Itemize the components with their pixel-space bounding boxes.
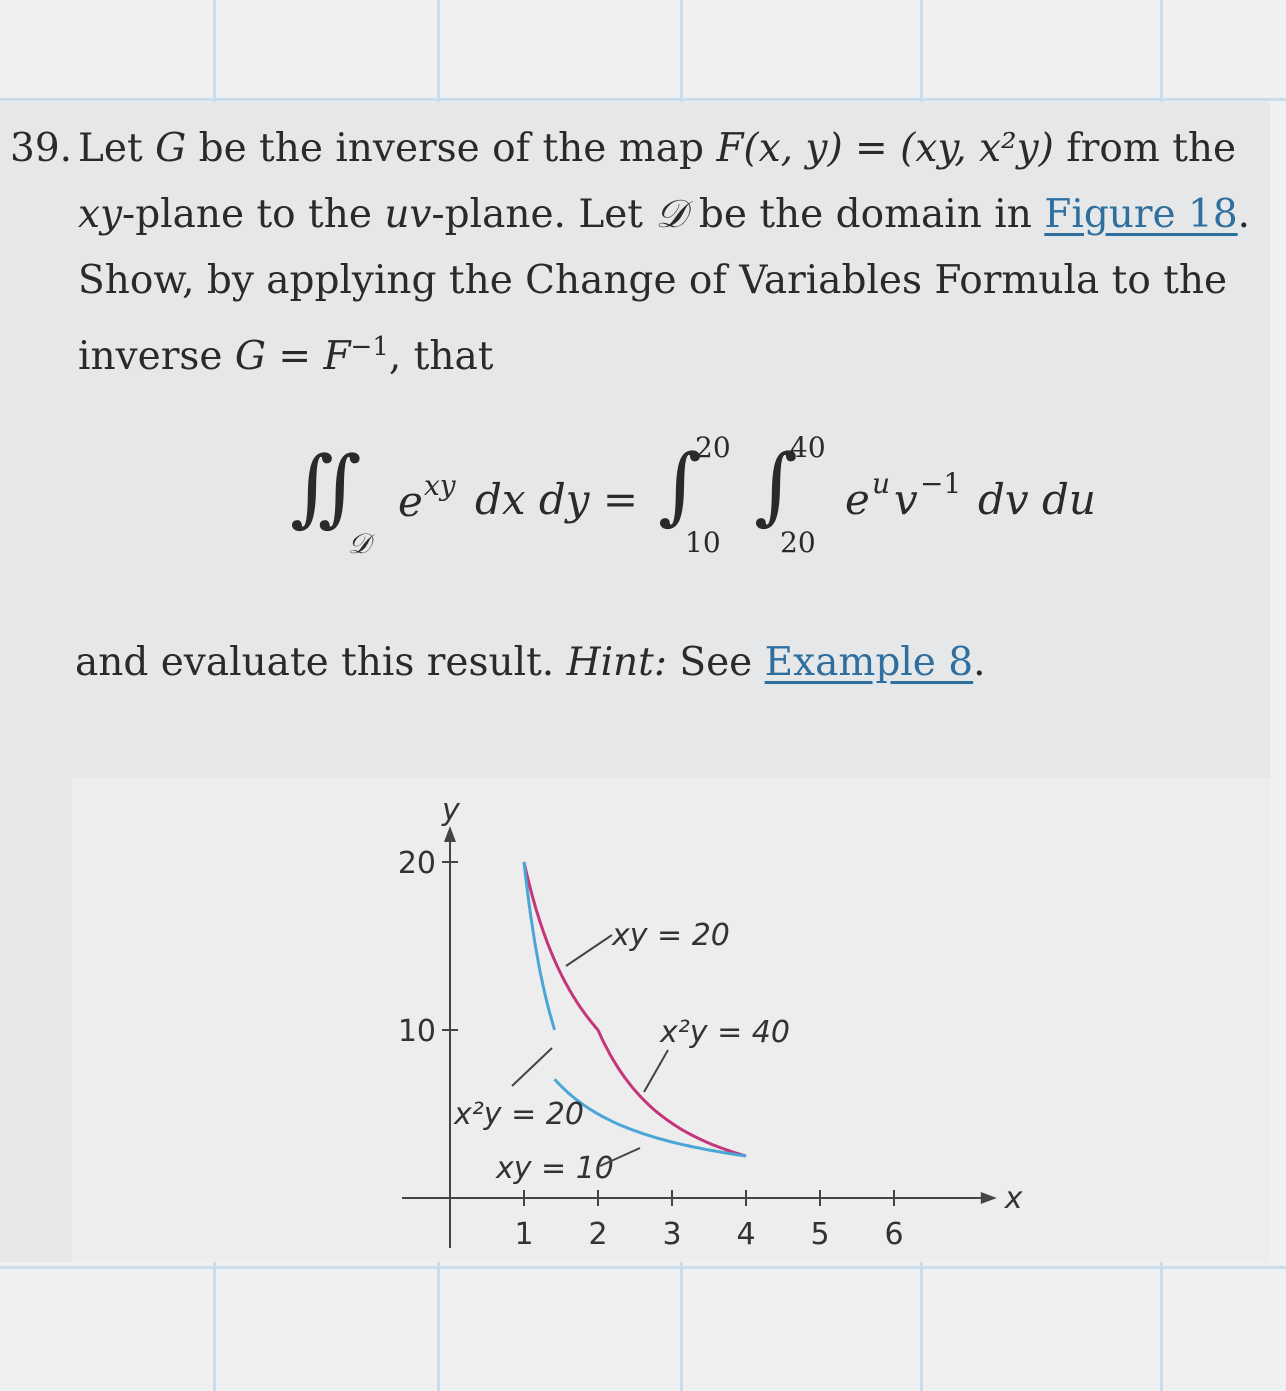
label-xy-20: xy = 20 — [612, 918, 730, 953]
integral-sign: ∫ — [658, 436, 702, 534]
annotations — [453, 918, 790, 1186]
ticks — [398, 846, 904, 1252]
integral-domain: 𝒟 — [348, 527, 371, 560]
math-sup: −1 — [350, 332, 389, 362]
text: . — [1237, 192, 1251, 237]
math-inverse: G = F — [234, 334, 351, 379]
text: -plane to the — [122, 192, 385, 237]
rhs-differential: dv du — [978, 475, 1096, 524]
text: -plane. Let — [431, 192, 656, 237]
label-xy-10: xy = 10 — [496, 1151, 614, 1186]
text: inverse — [78, 334, 235, 379]
integral-upper-limit: 40 — [790, 431, 826, 464]
text: , that — [388, 334, 494, 379]
problem-number: 39. — [10, 126, 73, 171]
math-v: v — [894, 475, 918, 524]
text: See — [666, 640, 765, 685]
integral-lower-limit: 10 — [685, 526, 721, 559]
x-axis-label: x — [1004, 1181, 1023, 1216]
text: Let — [78, 126, 156, 171]
y-axis-label: y — [442, 793, 460, 828]
label-x2y-40: x²y = 40 — [660, 1015, 790, 1050]
math-G: G — [155, 126, 187, 171]
x-tick-label: 1 — [514, 1217, 534, 1252]
x-tick-label: 4 — [736, 1217, 756, 1252]
leader-x2y-20 — [512, 1048, 552, 1086]
integral-lower-limit: 20 — [780, 526, 816, 559]
exp-power: xy — [424, 469, 456, 502]
x-tick-label: 2 — [588, 1217, 608, 1252]
leader-xy-20 — [566, 935, 612, 966]
x-tick-label: 5 — [810, 1217, 830, 1252]
x-tick-label: 3 — [662, 1217, 682, 1252]
text: from the — [1053, 126, 1237, 171]
text: and evaluate this result. — [75, 640, 567, 685]
integral-upper-limit: 20 — [695, 431, 731, 464]
text: be the inverse of the map — [186, 126, 717, 171]
x-axis-arrow — [981, 1192, 997, 1204]
leader-x2y-40 — [644, 1050, 668, 1092]
text: be the domain in — [686, 192, 1045, 237]
math-map: F(x, y) = (xy, x²y) — [716, 126, 1054, 171]
text: . — [973, 640, 986, 685]
example-link[interactable]: Example 8 — [764, 640, 974, 685]
y-tick-label: 10 — [397, 1014, 436, 1049]
math-domain: 𝒟 — [655, 192, 687, 237]
exp-power: u — [872, 467, 891, 500]
figure-link[interactable]: Figure 18 — [1044, 192, 1238, 237]
double-integral-sign: ∬ — [290, 438, 362, 536]
x-tick-label: 6 — [884, 1217, 904, 1252]
math-uv: uv — [384, 192, 432, 237]
math-xy: xy — [78, 192, 123, 237]
y-tick-label: 20 — [397, 846, 436, 881]
exp-power: −1 — [920, 467, 962, 500]
exp-base: e — [845, 475, 870, 524]
lhs-differential: dx dy = — [475, 475, 639, 524]
integral-sign: ∫ — [754, 436, 798, 534]
label-x2y-20: x²y = 20 — [454, 1097, 584, 1132]
exp-base: e — [398, 477, 423, 526]
problem-line-3: Show, by applying the Change of Variables Formula to the — [78, 258, 1228, 303]
y-axis-arrow — [444, 826, 456, 842]
hint-label: Hint: — [566, 640, 667, 685]
